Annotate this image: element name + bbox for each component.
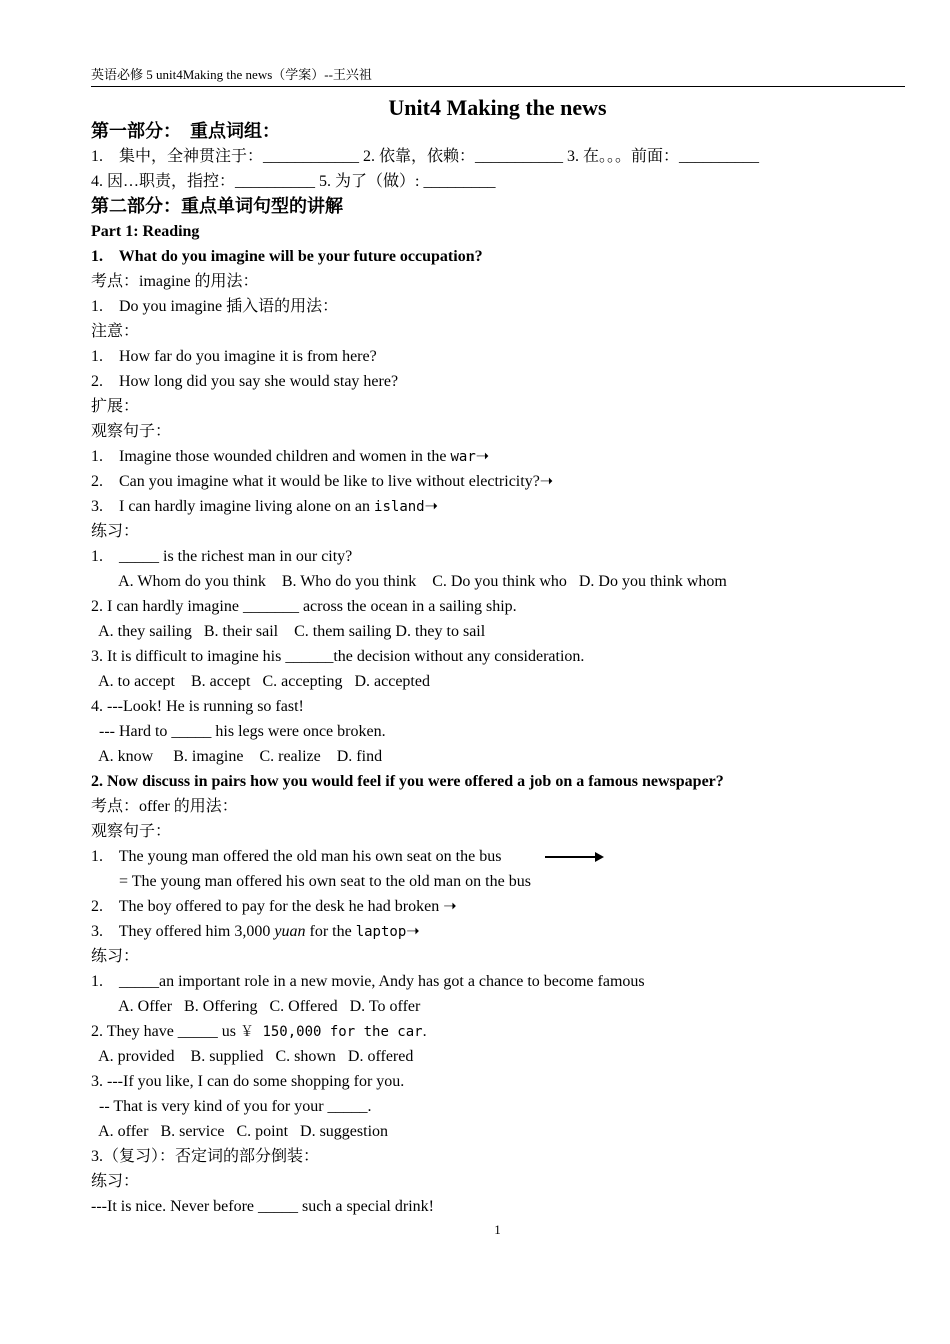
vocab-blanks-line-1: 1. 集中，全神贯注于：____________ 2. 依靠，依赖：___________ 3. 在。。。前面：__________	[91, 148, 760, 165]
text-line: 3.（复习）：否定词的部分倒装：	[91, 1148, 320, 1165]
arrow-icon: ➝	[475, 448, 490, 465]
text-line: = The young man offered his own seat to the old man on the bus	[91, 873, 531, 890]
text-line: 考点：imagine 的用法：	[91, 273, 259, 290]
question-heading-1: 1. What do you imagine will be your future occupation?	[91, 248, 483, 265]
sentence-word: war	[450, 449, 476, 465]
vocab-blanks-line-2: 4. 因…职责，指控：__________ 5. 为了（做）: _________	[91, 173, 496, 190]
sentence-text: 3. They offered him 3,000	[91, 923, 275, 940]
sentence-text: .	[422, 1023, 427, 1040]
sentence-text: 1. The young man offered the old man his own seat on the bus	[91, 848, 502, 865]
text-line: 练习：	[91, 1173, 140, 1190]
text-line: 2. I can hardly imagine _______ across the ocean in a sailing ship.	[91, 598, 517, 615]
sentence-text: 2. The boy offered to pay for the desk he had broken	[91, 898, 444, 915]
text-line: A. know B. imagine C. realize D. find	[91, 748, 383, 765]
sentence-word: ￥ 150,000 for the car	[240, 1024, 423, 1040]
sentence-word: laptop	[355, 924, 407, 940]
part-heading: Part 1: Reading	[91, 223, 200, 240]
sentence-text: 3. I can hardly imagine living alone on an	[91, 498, 375, 515]
text-line: A. to accept B. accept C. accepting D. accepted	[91, 673, 430, 690]
text-line: A. offer B. service C. point D. suggestion	[91, 1123, 389, 1140]
document-body	[91, 119, 921, 1219]
long-arrow-icon	[545, 851, 605, 863]
arrow-icon: ➝	[424, 498, 439, 515]
sentence-text: 2. They have _____ us	[91, 1023, 241, 1040]
text-line: A. they sailing B. their sail C. them sailing D. they to sail	[91, 623, 486, 640]
sentence-text: 1. Imagine those wounded children and women in the	[91, 448, 451, 465]
text-line: 1. Do you imagine 插入语的用法：	[91, 298, 339, 315]
text-line: 1. _____ is the richest man in our city?	[91, 548, 353, 565]
section-heading-2: 第二部分：重点单词句型的讲解	[91, 196, 343, 216]
text-line: 练习：	[91, 523, 140, 540]
text-line: 2. How long did you say she would stay here?	[91, 373, 399, 390]
sentence-text: for the	[305, 923, 356, 940]
text-line: -- That is very kind of you for your _____.	[91, 1098, 372, 1115]
text-line: 1. How far do you imagine it is from here?	[91, 348, 377, 365]
sentence-text: 2. Can you imagine what it would be like to live without electricity?	[91, 473, 540, 490]
page-title: Unit4 Making the news	[388, 95, 607, 120]
example-sentence	[91, 844, 921, 869]
text-line: A. Whom do you think B. Who do you think C. Do you think who D. Do you think whom	[91, 573, 727, 590]
text-line: 3. ---If you like, I can do some shopping for you.	[91, 1073, 405, 1090]
arrow-icon: ➝	[443, 898, 457, 915]
example-sentence	[91, 494, 921, 519]
text-line: 4. ---Look! He is running so fast!	[91, 698, 304, 715]
text-line: 练习：	[91, 948, 140, 965]
example-sentence	[91, 1019, 921, 1044]
text-line: ---It is nice. Never before _____ such a special drink!	[91, 1198, 434, 1215]
text-line: --- Hard to _____ his legs were once broken.	[91, 723, 386, 740]
example-sentence	[91, 444, 921, 469]
text-line: A. provided B. supplied C. shown D. offered	[91, 1048, 414, 1065]
text-line: 观察句子：	[91, 423, 172, 440]
text-line: 注意：	[91, 323, 140, 340]
example-sentence	[91, 894, 921, 919]
text-line: 3. It is difficult to imagine his ______the decision without any consideration.	[91, 648, 585, 665]
arrow-icon: ➝	[406, 923, 420, 940]
section-heading-1: 第一部分： 重点词组：	[91, 121, 280, 141]
example-sentence	[91, 919, 921, 944]
text-line: 1. _____an important role in a new movie, Andy has got a chance to become famous	[91, 973, 645, 990]
page-header: 英语必修 5 unit4Making the news（学案）--王兴祖	[91, 66, 905, 87]
sentence-word: yuan	[274, 923, 306, 940]
page-number: 1	[494, 1222, 501, 1237]
example-sentence	[91, 469, 921, 494]
text-line: A. Offer B. Offering C. Offered D. To offer	[91, 998, 421, 1015]
sentence-word: island	[374, 499, 425, 515]
arrow-icon: ➝	[539, 473, 554, 490]
text-line: 考点：offer 的用法：	[91, 798, 238, 815]
text-line: 扩展：	[91, 398, 140, 415]
question-heading-2: 2. Now discuss in pairs how you would feel if you were offered a job on a famous newspaper?	[91, 773, 724, 790]
text-line: 观察句子：	[91, 823, 172, 840]
